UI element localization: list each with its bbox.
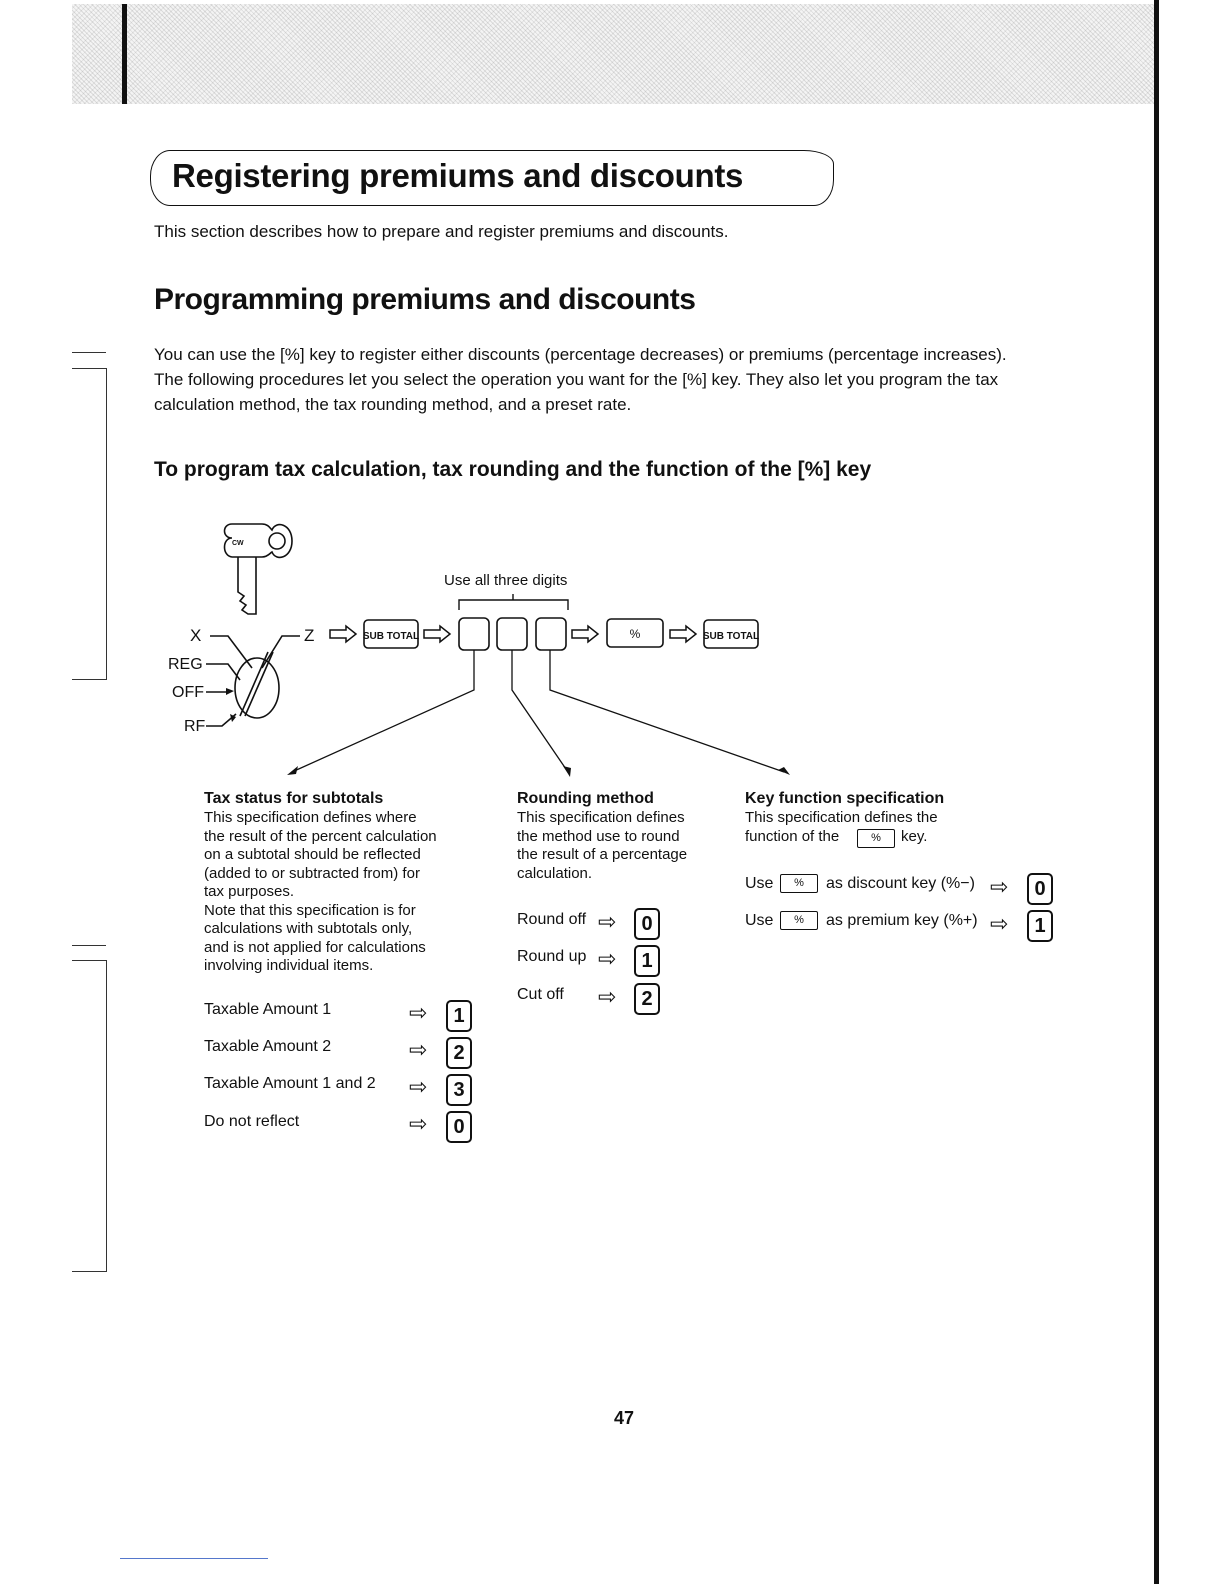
mode-label-x: X bbox=[190, 626, 202, 645]
digits-bracket bbox=[459, 594, 568, 610]
description-line: the method use to round bbox=[517, 827, 680, 845]
right-arrow-icon: ⇨ bbox=[409, 1074, 428, 1099]
key-sequence bbox=[364, 618, 758, 650]
right-arrow-icon: ⇨ bbox=[409, 1000, 428, 1025]
right-arrow-icon: ⇨ bbox=[598, 984, 617, 1009]
branch-arrowhead bbox=[287, 766, 298, 775]
key-function-description-prefix: function of the bbox=[745, 828, 840, 845]
description-line: calculation. bbox=[517, 864, 593, 882]
key-option-label: as premium key (%+) bbox=[826, 912, 978, 929]
right-arrow-icon: ⇨ bbox=[409, 1111, 428, 1136]
right-arrow-icon: ⇨ bbox=[990, 874, 1009, 899]
footer-rule bbox=[120, 1558, 268, 1559]
option-keycap: 0 bbox=[1027, 873, 1053, 905]
option-keycap: 1 bbox=[446, 1000, 472, 1032]
tax-option-label: Do not reflect bbox=[204, 1113, 300, 1130]
key-function-title: Key function specification bbox=[745, 790, 945, 807]
right-arrow-icon: ⇨ bbox=[598, 909, 617, 934]
option-keycap: 2 bbox=[634, 983, 660, 1015]
rounding-description bbox=[517, 809, 687, 883]
option-keycap: 1 bbox=[634, 945, 660, 977]
key-function-description-suffix: key. bbox=[901, 828, 928, 845]
description-line: and is not applied for calculations bbox=[204, 938, 426, 956]
mode-key-icon bbox=[225, 524, 293, 614]
tax-status-description bbox=[204, 809, 437, 976]
branch-lines bbox=[292, 650, 784, 772]
key-option-prefix: Use bbox=[745, 912, 774, 929]
key-function-description: This specification defines the bbox=[745, 809, 938, 826]
key-option-label: as discount key (%−) bbox=[826, 875, 975, 892]
tax-option-label: Taxable Amount 1 and 2 bbox=[204, 1075, 376, 1092]
option-keycap: 0 bbox=[446, 1111, 472, 1143]
percent-key-icon: % bbox=[857, 829, 895, 848]
paragraph-line: You can use the [%] key to register either discounts (percentage decreases) or premiums (percentage increases). bbox=[154, 345, 1007, 364]
description-line: This specification defines bbox=[517, 809, 685, 826]
subsection-heading: Programming premiums and discounts bbox=[154, 283, 696, 316]
digits-label: Use all three digits bbox=[444, 572, 568, 589]
subtotal-key-label: SUB TOTAL bbox=[362, 631, 420, 642]
rounding-option-label: Cut off bbox=[517, 986, 564, 1003]
key-label: CW bbox=[232, 540, 244, 547]
description-line: calculations with subtotals only, bbox=[204, 920, 413, 937]
description-line: the result of a percentage bbox=[517, 846, 688, 863]
description-line: on a subtotal should be reflected bbox=[204, 846, 421, 863]
percent-key-icon: % bbox=[780, 911, 818, 930]
intro-text: This section describes how to prepare and register premiums and discounts. bbox=[154, 222, 729, 241]
paragraph-line: The following procedures let you select the operation you want for the [%] key. They also let you program the tax bbox=[154, 370, 999, 389]
key-option-prefix: Use bbox=[745, 875, 774, 892]
mode-label-rf: RF bbox=[184, 718, 206, 735]
percent-key-icon: % bbox=[780, 874, 818, 893]
option-keycap: 2 bbox=[446, 1037, 472, 1069]
right-arrow-icon: ⇨ bbox=[598, 946, 617, 971]
rounding-title: Rounding method bbox=[517, 790, 654, 807]
option-keycap: 3 bbox=[446, 1074, 472, 1106]
description-line: tax purposes. bbox=[204, 883, 295, 900]
tax-status-title: Tax status for subtotals bbox=[204, 790, 384, 807]
mode-label-z: Z bbox=[304, 626, 315, 645]
right-arrow-icon: ⇨ bbox=[990, 911, 1009, 936]
description-line: (added to or subtracted from) for bbox=[204, 864, 420, 882]
mode-label-reg: REG bbox=[168, 656, 203, 673]
option-keycap: 1 bbox=[1027, 910, 1053, 942]
tax-option-label: Taxable Amount 2 bbox=[204, 1038, 332, 1055]
rounding-option-label: Round off bbox=[517, 911, 587, 928]
option-keycap: 0 bbox=[634, 908, 660, 940]
paragraph-line: calculation method, the tax rounding method, and a preset rate. bbox=[154, 395, 632, 414]
section-title: Registering premiums and discounts bbox=[172, 157, 744, 194]
subtotal-key-label: SUB TOTAL bbox=[702, 631, 760, 642]
description-line: This specification defines where bbox=[204, 809, 417, 826]
description-line: the result of the percent calculation bbox=[204, 827, 437, 845]
rounding-option-label: Round up bbox=[517, 948, 587, 965]
percent-key-label: % bbox=[629, 627, 641, 641]
description-line: Note that this specification is for bbox=[204, 901, 416, 919]
branch-arrowhead bbox=[563, 766, 571, 777]
description-line: involving individual items. bbox=[204, 957, 374, 974]
page-number: 47 bbox=[614, 1408, 635, 1428]
tax-option-label: Taxable Amount 1 bbox=[204, 1001, 332, 1018]
mode-switch-icon bbox=[206, 636, 300, 726]
mode-label-off: OFF bbox=[172, 684, 204, 701]
right-arrow-icon: ⇨ bbox=[409, 1037, 428, 1062]
procedure-heading: To program tax calculation, tax rounding and the function of the [%] key bbox=[154, 458, 872, 481]
